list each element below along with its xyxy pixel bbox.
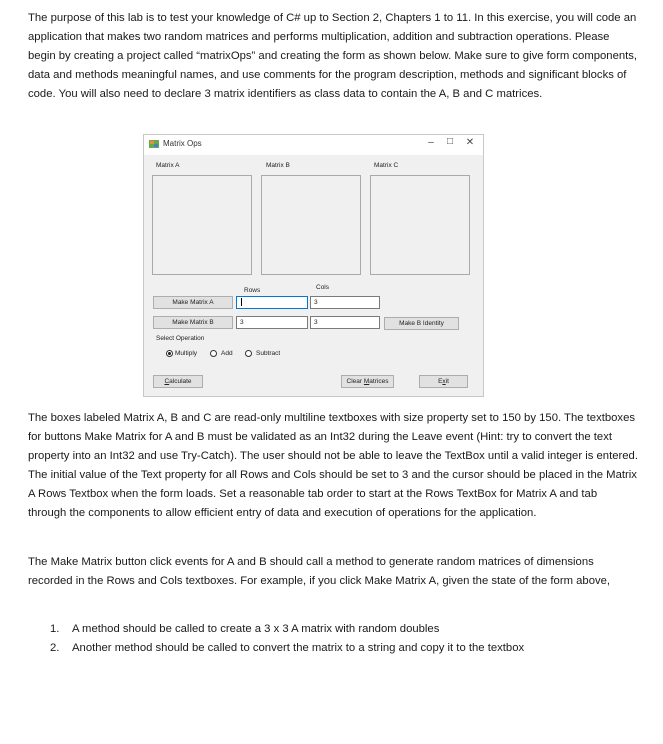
window-titlebar bbox=[144, 135, 483, 155]
calculate-button[interactable]: Calculate bbox=[153, 375, 203, 388]
make-matrix-paragraph: The Make Matrix button click events for A and B should call a method to generate random matrices of dimensions recorded in the Rows and Cols textboxes. For example, if you click Make Matrix A, given the state of the form above, bbox=[28, 556, 611, 587]
matrix-ops-window bbox=[143, 134, 484, 397]
multiply-radio[interactable] bbox=[166, 350, 173, 357]
matrix-a-cols-textbox[interactable]: 3 bbox=[310, 296, 380, 309]
intro-paragraph: The purpose of this lab is to test your knowledge of C# up to Section 2, Chapters 1 to 11. In this exercise, you will code an application that makes two random matrices and performs multiplication, addition and subtraction operations. Please begin by creating a project called “matrixOps” and creating the form as shown below. Make sure to give form components, data and methods meaningful names, and use comments for the program description, methods and significant blocks of code. You will also need to declare 3 matrix identifiers as class data to contain the A, B and C matrices. bbox=[28, 12, 638, 100]
steps-list bbox=[50, 620, 640, 658]
rows-label: Rows bbox=[244, 287, 261, 294]
text-cursor bbox=[241, 298, 242, 306]
maximize-button[interactable]: □ bbox=[446, 136, 454, 147]
matrix-b-rows-textbox[interactable]: 3 bbox=[236, 316, 308, 329]
matrix-b-textbox[interactable] bbox=[261, 175, 361, 275]
matrix-a-textbox[interactable] bbox=[152, 175, 252, 275]
window-title: Matrix Ops bbox=[163, 139, 202, 148]
app-icon bbox=[149, 140, 159, 148]
subtract-radio[interactable] bbox=[245, 350, 252, 357]
add-radio[interactable] bbox=[210, 350, 217, 357]
make-matrix-b-button[interactable]: Make Matrix B bbox=[153, 316, 233, 329]
list-item: 1. A method should be called to create a 3 x 3 A matrix with random doubles bbox=[50, 623, 440, 635]
matrix-a-label: Matrix A bbox=[156, 162, 180, 169]
exit-button[interactable]: Exit bbox=[419, 375, 468, 388]
clear-matrices-button[interactable]: Clear Matrices bbox=[341, 375, 394, 388]
matrix-b-cols-textbox[interactable]: 3 bbox=[310, 316, 380, 329]
multiply-label: Multiply bbox=[175, 350, 198, 357]
make-b-identity-button[interactable]: Make B Identity bbox=[384, 317, 459, 330]
matrix-c-label: Matrix C bbox=[374, 162, 399, 169]
select-operation-label: Select Operation bbox=[156, 335, 205, 342]
make-matrix-a-button[interactable]: Make Matrix A bbox=[153, 296, 233, 309]
close-button[interactable]: ✕ bbox=[465, 137, 475, 148]
subtract-label: Subtract bbox=[256, 350, 281, 357]
description-paragraph: The boxes labeled Matrix A, B and C are read-only multiline textboxes with size property set to 150 by 150. The textboxes for buttons Make Matrix for A and B must be validated as an Int32 during the Leave event (Hint: try to convert the text property into an Int32 and use Try-Catch). The user should not be able to leave the TextBox until a valid integer is entered. The initial value of the Text property for all Rows and Cols should be set to 3 and the cursor should be placed in the Matrix A Rows Textbox when the form loads. Set a reasonable tab order to start at the Rows TextBox for Matrix A and tab through the components to allow efficient entry of data and execution of operations for the application. bbox=[28, 412, 638, 519]
matrix-c-textbox[interactable] bbox=[370, 175, 470, 275]
matrix-a-rows-textbox[interactable] bbox=[236, 296, 308, 309]
matrix-b-label: Matrix B bbox=[266, 162, 290, 169]
cols-label: Cols bbox=[316, 284, 330, 291]
add-label: Add bbox=[221, 350, 233, 357]
minimize-button[interactable]: – bbox=[428, 137, 434, 148]
list-item: 2. Another method should be called to convert the matrix to a string and copy it to the textbox bbox=[50, 642, 525, 654]
